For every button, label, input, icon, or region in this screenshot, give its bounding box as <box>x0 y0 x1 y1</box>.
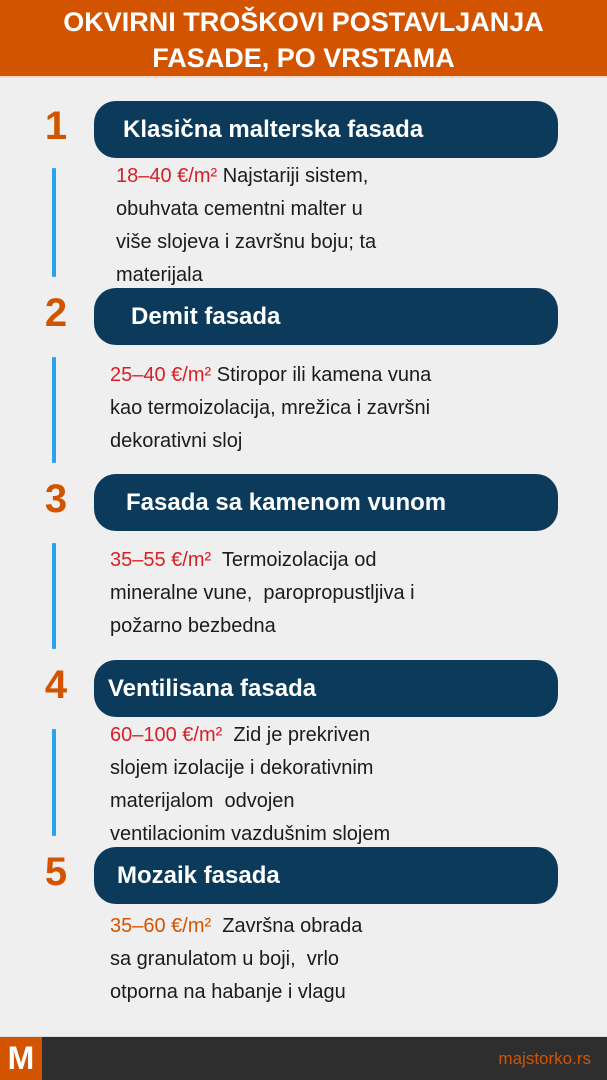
item-number: 3 <box>44 477 68 521</box>
desc-line: više slojeva i završnu boju; ta <box>116 231 377 253</box>
item-price: 35–60 €/m² <box>110 915 212 937</box>
item-number: 5 <box>44 850 68 894</box>
title-line-2: FASADE, PO VRSTAMA <box>152 43 455 73</box>
item-title-pill: Klasična malterska fasada <box>94 101 558 158</box>
desc-line: materijalom odvojen <box>110 790 295 812</box>
item-title-pill: Fasada sa kamenom vunom <box>94 474 558 531</box>
logo: M <box>0 1037 42 1080</box>
desc-line: materijala <box>116 264 203 286</box>
desc-line: mineralne vune, paropropustljiva i <box>110 582 415 604</box>
item-title-pill: Mozaik fasada <box>94 847 558 904</box>
desc-line: Završna obrada <box>211 915 363 937</box>
page-header <box>0 0 607 78</box>
title-line-1: OKVIRNI TROŠKOVI POSTAVLJANJA <box>63 7 544 37</box>
site-link[interactable]: majstorko.rs <box>498 1049 591 1068</box>
desc-line: dekorativni sloj <box>110 430 243 452</box>
item-description <box>110 910 510 1009</box>
item-number: 4 <box>44 663 68 707</box>
item-description <box>116 160 516 292</box>
item-description <box>110 359 510 458</box>
timeline-line <box>52 357 56 463</box>
item-title-pill: Ventilisana fasada <box>94 660 558 717</box>
item-title-pill: Demit fasada <box>94 288 558 345</box>
desc-line: Termoizolacija od <box>211 549 377 571</box>
desc-line: obuhvata cementni malter u <box>116 198 363 220</box>
timeline-line <box>52 543 56 649</box>
item-price: 60–100 €/m² <box>110 724 223 746</box>
desc-line: ventilacionim vazdušnim slojem <box>110 823 391 845</box>
desc-line: otporna na habanje i vlagu <box>110 981 346 1003</box>
item-price: 18–40 €/m² <box>116 165 218 187</box>
item-price: 25–40 €/m² <box>110 364 212 386</box>
item-number: 2 <box>44 291 68 335</box>
item-description <box>110 544 510 643</box>
timeline-line <box>52 729 56 836</box>
item-price: 35–55 €/m² <box>110 549 212 571</box>
item-number: 1 <box>44 104 68 148</box>
footer <box>0 1036 607 1080</box>
timeline-line <box>52 168 56 277</box>
desc-line: sa granulatom u boji, vrlo <box>110 948 340 970</box>
item-description <box>110 719 510 851</box>
desc-line: Najstariji sistem, <box>217 165 369 187</box>
desc-line: slojem izolacije i dekorativnim <box>110 757 374 779</box>
desc-line: kao termoizolacija, mrežica i završni <box>110 397 431 419</box>
desc-line: požarno bezbedna <box>110 615 276 637</box>
desc-line: Zid je prekriven <box>222 724 371 746</box>
desc-line: Stiropor ili kamena vuna <box>211 364 432 386</box>
